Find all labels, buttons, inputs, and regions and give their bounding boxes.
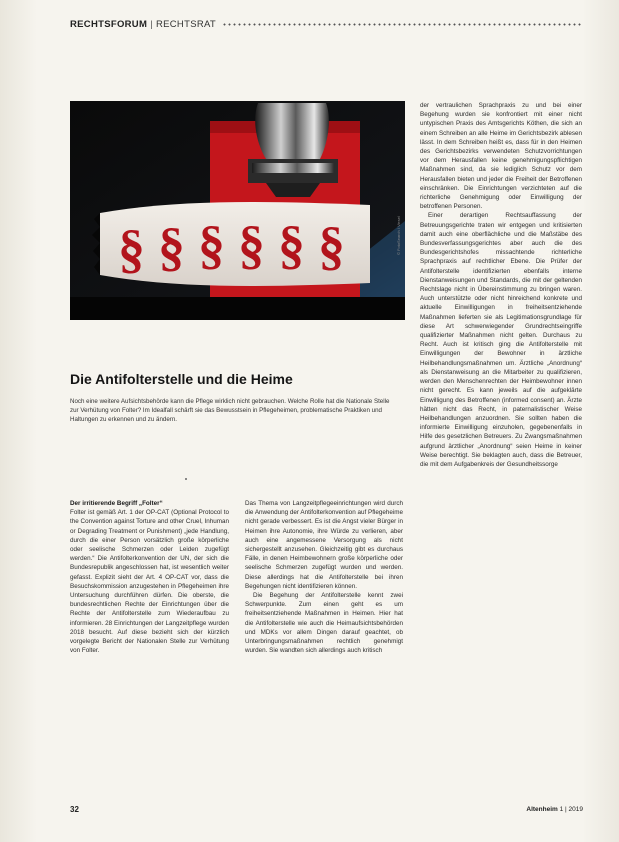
paragraph-symbol: § [198,215,225,275]
photo-credit: © FotoSearch / Viesel [396,216,401,255]
text-column-2 [245,499,403,655]
issue-number: 1 | 2019 [559,806,583,813]
header-dotted-rule [222,23,582,26]
article-photo [70,101,405,320]
paragraph: Folter ist gemäß Art. 1 der OP-CAT (Optional Protocol to the Convention against Torture and other Cruel, Inhuman or Degrading Treatment or Punishment) „jede Handlung, durch die einer Person vorsätzlich große körperliche oder seelische Schmerzen oder Leiden zugefügt werden.“ Die Antifolterkonvention der UN, der sich die Bundesrepublik angeschlossen hat, ist wesentlich weiter gefasst. Explizit sieht der Art. 4 OP-CAT vor, dass die Besuchskommission anzugestehen in Pflegeheimen ihre Untersuchung durchführen dürfen. Die oberste, die bundesrechtlichen Rechte der Einrichtungen über die Rechte der Antifolterstelle zum Wiederaufbau zu informieren. 28 Einrichtungen der Langzeitpflege wurden 2018 besucht. Auf diese bezieht sich der kürzlich vorgelegte Bericht der Nationalen Stelle zur Verhütung von Folter. [70,509,229,655]
paragraph-symbol: § [238,215,265,275]
paragraph: Die Begehung der Antifolterstelle kennt zwei Schwerpunkte. Zum einen geht es um freiheitsentziehende Maßnahmen in Heimen. Hier hat die Antifolterstelle wie auch die Heimaufsichtsbehörden und MDKs vor allem Dingen darauf geachtet, ob Unterbringungsmaßnahmen rechtlich genehmigt wurden. Sie wandten sich allerdings auch kritisch [245,592,403,655]
page-header [70,17,582,31]
section-separator: | [150,18,153,30]
subheading: Der irritierende Begriff „Folter“ [70,500,163,507]
section-label: RECHTSFORUM [70,18,148,30]
page-number: 32 [70,805,79,814]
paragraph: Einer derartigen Rechtsauffassung der Betreuungsgerichte traten wir entgegen und kritisierten damit auch eine oberflächliche und die Maßstäbe des Bundesverfassungsgerichtes aber auch die des Bundesgerichtshofes missachtende richterliche Sprachpraxis auf rechtlicher Ebene. Die Prüfer der Antifolterstelle identifizierten ebenfalls interne Dienstanweisungen und Standards, die mit der geltenden Rechtslage nicht in Übereinstimmung zu bringen waren. Auch unterstützte oder nicht hinreichend konkrete und aktuelle Einwilligungen in freiheitsentziehende Maßnahmen lieferten sie als Legitimationsgrundlage für diese Art schwerwiegender Grundrechtseingriffe qualifizierter Maßnahmen nicht gelten. Durchaus zu Recht. Auch ist kritisch ging die Antifolterstelle mit Einwilligungen der Bewohner in ärztliche Heilbehandlungsmaßnahmen um. Ärztliche „Anordnung“ als Dienstanweisung an die Mitarbeiter zu qualifizieren, werden den Menschenrechten der Heimbewohner innen nicht gerecht. Es kann jeweils auf die aufgeklärte Einwilligung des Betroffenen (informed consent) an. Ärzte hätten nicht das Recht, in paternalistischer Weise Heilbehandlungen anzuordnen. Sie sollten haben die informierte Einwilligung einzuholen, gegebenenfalls in Hilfe des gesetzlichen Betreuers. Zu Zwangsmaßnahmen aufgrund ärztlicher „Anordnung“ seien Heime in keiner Weise berechtigt. Sie beklagten auch, dass die Betreuer, die mit dem Aufgabenkreis der Gesundheitssorge [420,212,582,468]
article-lead: Noch eine weitere Aufsichtsbehörde kann die Pflege wirklich nicht gebrauchen. Welche Rolle hat die Nationale Stelle zur Verhütung von Folter? Im Idealfall schärft sie das Bewusstsein in Pflegeheimen, problematische Praktiken und Haltungen zu erkennen und zu ändern. [70,398,390,423]
paragraph: Das Thema von Langzeitpflegeeinrichtungen wird durch die Anwendung der Antifolterkonvention auf Pflegeheime nicht gerade verbessert. Es ist die Angst vieler Bürger in Heimen ihre Autonomie, ihre Würde zu verlieren, aber auch eine angemessene Versorgung als nicht sichergestellt anzusehen. Gleichzeitig gibt es durchaus Fälle, in denen Heimbewohnern große körperliche oder seelische Schmerzen zugefügt wurden und werden. Diese allerdings hat die Antifolterstelle bei ihren Begehungen nicht identifizieren können. [245,500,403,590]
magazine-name: Altenheim [526,806,558,813]
issue-line [526,806,583,813]
paragraph-symbol: § [278,215,305,275]
photo-bottom-shadow [70,297,405,320]
subsection-label: RECHTSRAT [155,18,217,30]
paragraph: der vertraulichen Sprachpraxis zu und bei einer Begehung wurden sie konfrontiert mit einer nicht untypischen Praxis des Amtsgerichts Köthen, die sich an einem Schreiben an alle Heime im Gerichtsbezirk ablesen lässt. In dem Schreiben heißt es, dass für in den Heimen des Gerichtsbezirks verwendeten Schutzvorrichtungen vor dem Herausfallen keine genehmigungspflichtigen Maßnahmen sind, da sie lediglich Schutz vor dem Herausfallen bieten und jeder die Freiheit der Betroffenen einschränken. Die Einrichtungen verzichteten auf die richterliche Genehmigung oder Einwilligung der betroffenen Personen. [420,102,582,211]
decorative-dot [185,478,187,480]
text-column-1 [70,499,229,655]
paragraph-symbol: § [158,217,185,277]
photo-illustration [70,101,405,320]
paragraph-symbol: § [318,216,345,276]
article-title: Die Antifolterstelle und die Heime [70,371,293,387]
paragraph-symbol: § [118,219,145,279]
text-column-3 [420,101,582,469]
